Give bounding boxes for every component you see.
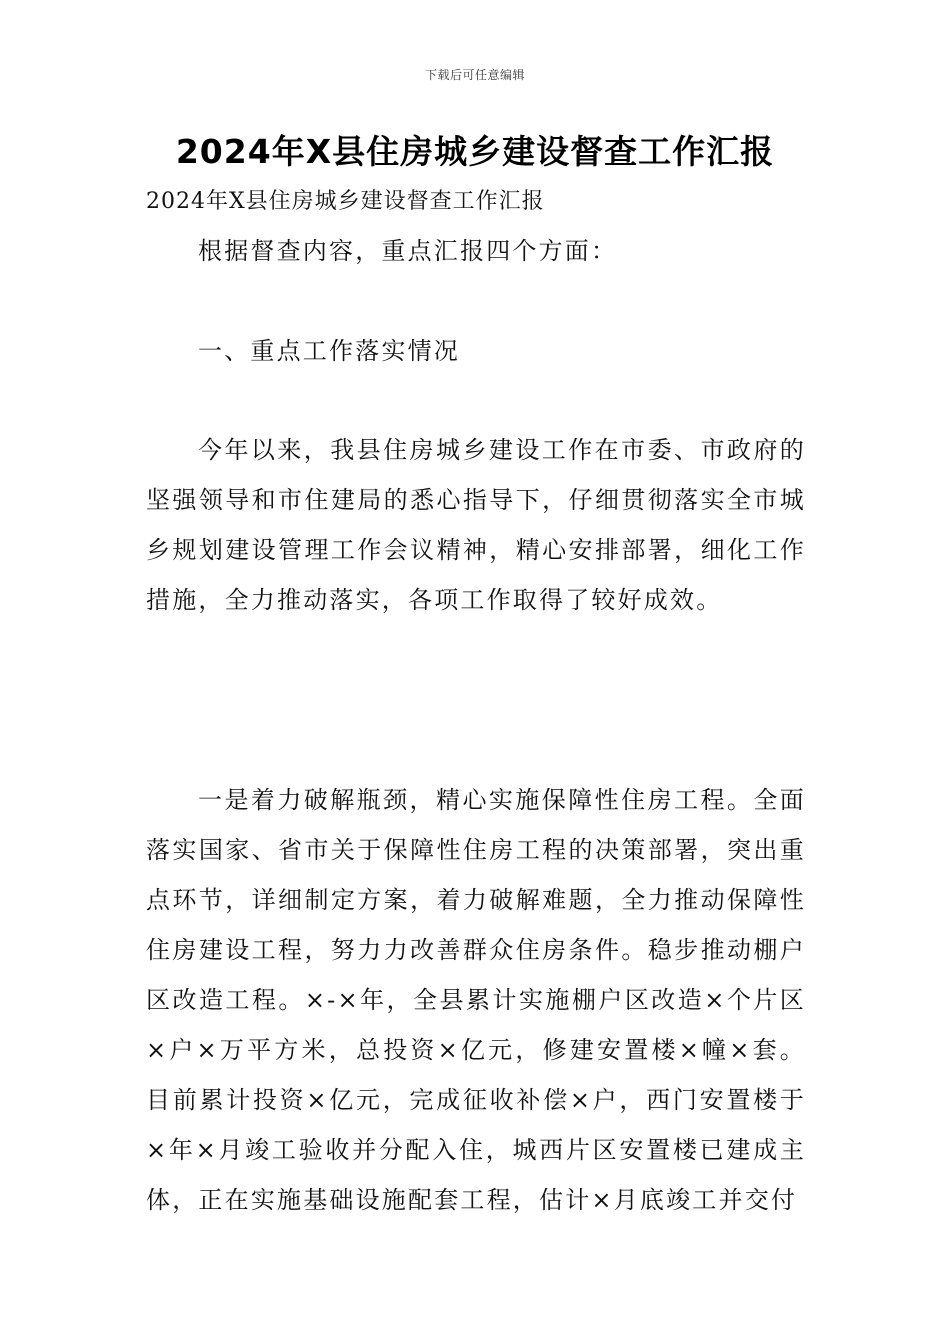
section-heading-1: 一、重点工作落实情况 bbox=[198, 337, 460, 365]
overview-paragraph: 今年以来，我县住房城乡建设工作在市委、市政府的坚强领导和市住建局的悉心指导下，仔细贯彻落实全市城乡规划建设管理工作会议精神，精心安排部署，细化工作措施，全力推动落实，各项工作取得了较好成效。 bbox=[146, 436, 806, 614]
document-subtitle: 2024年X县住房城乡建设督查工作汇报 bbox=[146, 189, 545, 214]
item-1-paragraph: 一是着力破解瓶颈，精心实施保障性住房工程。全面落实国家、省市关于保障性住房工程的决策部署，突出重点环节，详细制定方案，着力破解难题，全力推动保障性住房建设工程，努力力改善群众住房条件。稳步推动棚户区改造工程。×-×年，全县累计实施棚户区改造×个片区×户×万平方米，总投资×亿元，修建安置楼×幢×套。目前累计投资×亿元，完成征收补偿×户，西门安置楼于×年×月竣工验收并分配入住，城西片区安置楼已建成主体，正在实施基础设施配套工程，估计×月底竣工并交付 bbox=[146, 786, 806, 1214]
intro-paragraph: 根据督查内容，重点汇报四个方面： bbox=[198, 237, 618, 265]
header-note: 下载后可任意编辑 bbox=[424, 68, 525, 82]
document-title: 2024年X县住房城乡建设督查工作汇报 bbox=[175, 132, 775, 171]
